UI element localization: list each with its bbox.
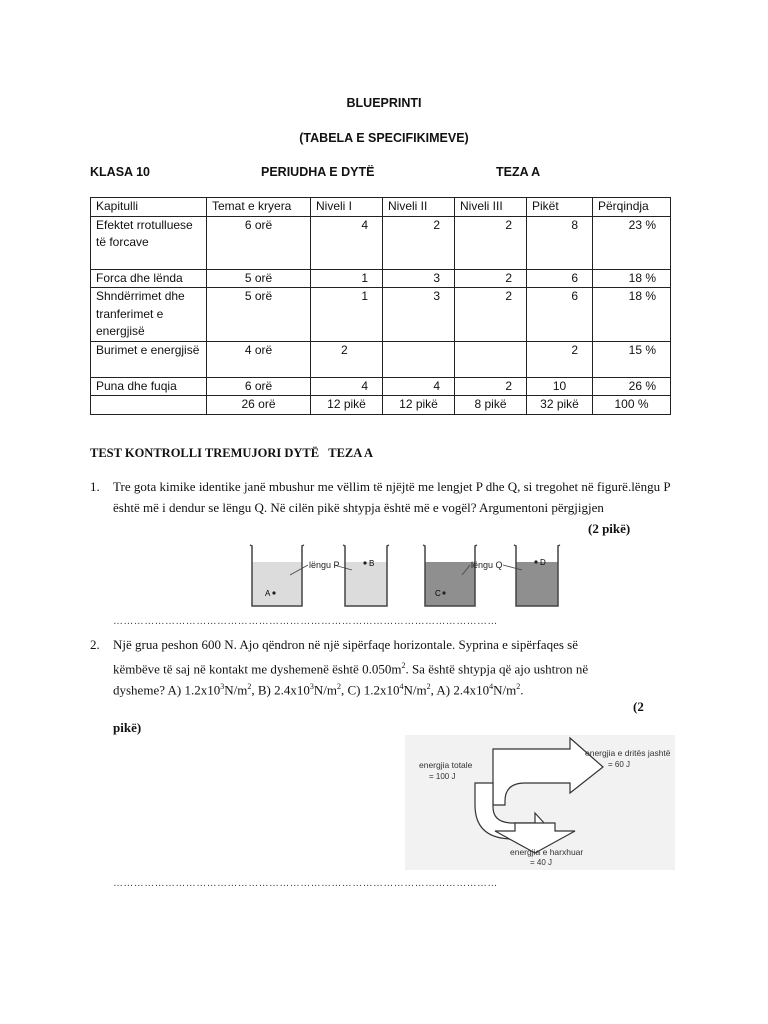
exponent: 3 (220, 682, 225, 691)
options-end: . (520, 682, 524, 698)
class-label: KLASA 10 (90, 165, 150, 179)
level3-cell: 2 (455, 288, 527, 342)
level3-cell: 2 (455, 216, 527, 269)
level3-cell: 2 (455, 269, 527, 288)
light-energy-value: = 60 J (608, 760, 631, 769)
points-total-cell: 32 pikë (527, 396, 593, 415)
energy-flow-diagram (405, 735, 675, 870)
level2-cell: 2 (383, 216, 455, 269)
question-2-options (113, 676, 673, 700)
total-energy-label: energjia totale (419, 760, 473, 770)
blueprint-table (90, 197, 671, 415)
question-2-area-text: këmbëve të saj në kontakt me dyshemenë është 0.050m (113, 661, 402, 677)
beaker-p-small (343, 545, 389, 606)
test-section-title: TEST KONTROLLI TREMUJORI DYTË TEZA A (90, 446, 374, 460)
level1-cell: 1 (311, 288, 383, 342)
beakers-figure (240, 540, 570, 610)
point-d-label: D (540, 558, 546, 567)
question-1-points: (2 pikë) (588, 521, 631, 536)
document-subtitle: (TABELA E SPECIFIKIMEVE) (299, 131, 469, 145)
chapter-cell: Efektet rrotulluese të forcave (91, 216, 207, 269)
table-totals-row (91, 396, 671, 415)
chapter-cell: Puna dhe fuqia (91, 377, 207, 396)
question-1-answer-line: ………………………………………………………………………………………………… (113, 616, 498, 627)
light-energy-label: energjia e dritës jashtë (585, 748, 671, 758)
options-prefix: dysheme? A) 1.2x10 (113, 682, 221, 698)
question-2-question-text: . Sa është shtypja që ajo ushtron në (405, 661, 589, 677)
column-header: Pikët (527, 198, 593, 217)
option-d-unit: N/m (493, 682, 517, 698)
level3-cell (455, 341, 527, 377)
level1-cell: 1 (311, 269, 383, 288)
point-c-label: C (435, 589, 441, 598)
label-liquid-p: lëngu P (309, 560, 340, 570)
exponent: 2 (401, 661, 406, 670)
hours-cell: 5 orë (207, 288, 311, 342)
table-row (91, 341, 671, 377)
variant-label: TEZA A (496, 165, 541, 179)
total-energy-value: = 100 J (429, 772, 456, 781)
hours-total-cell: 26 orë (207, 396, 311, 415)
level3-total-cell: 8 pikë (455, 396, 527, 415)
exponent: 2 (426, 682, 431, 691)
points-cell: 6 (527, 288, 593, 342)
column-header: Përqindja (593, 198, 671, 217)
question-2-number: 2. (90, 637, 100, 652)
percent-cell: 23 % (593, 216, 671, 269)
wasted-energy-label: energjia e harxhuar (510, 847, 584, 857)
percent-cell: 18 % (593, 269, 671, 288)
exponent: 2 (516, 682, 521, 691)
percent-cell: 18 % (593, 288, 671, 342)
exponent: 4 (489, 682, 494, 691)
period-label: PERIUDHA E DYTË (261, 165, 375, 179)
hours-cell: 6 orë (207, 377, 311, 396)
question-2-answer-line: ………………………………………………………………………………………………… (113, 878, 498, 889)
table-header-row (91, 198, 671, 217)
point-c-dot (442, 591, 445, 594)
level2-cell: 4 (383, 377, 455, 396)
exponent: 4 (399, 682, 404, 691)
option-c-unit: N/m (403, 682, 427, 698)
level3-cell: 2 (455, 377, 527, 396)
table-row (91, 288, 671, 342)
question-1-number: 1. (90, 479, 100, 494)
option-d-head: , A) 2.4x10 (430, 682, 490, 698)
option-b-head: , B) 2.4x10 (251, 682, 310, 698)
level1-cell: 2 (311, 341, 383, 377)
level1-cell: 4 (311, 216, 383, 269)
level2-total-cell: 12 pikë (383, 396, 455, 415)
column-header: Temat e kryera (207, 198, 311, 217)
point-a-label: A (265, 589, 271, 598)
option-b-unit: N/m (313, 682, 337, 698)
point-d-dot (534, 560, 537, 563)
level1-total-cell: 12 pikë (311, 396, 383, 415)
points-cell: 2 (527, 341, 593, 377)
chapter-cell: Forca dhe lënda (91, 269, 207, 288)
exponent: 2 (247, 682, 252, 691)
beaker-q-large (423, 545, 477, 606)
label-liquid-q: lëngu Q (471, 560, 503, 570)
exponent: 3 (309, 682, 314, 691)
column-header: Niveli II (383, 198, 455, 217)
beaker-q-small (514, 545, 560, 606)
question-2-line-1: Një grua peshon 600 N. Ajo qëndron në një sipërfaqe horizontale. Syprina e sipërfaqes së (113, 637, 578, 652)
point-b-label: B (369, 559, 375, 568)
column-header: Niveli III (455, 198, 527, 217)
option-c-head: , C) 1.2x10 (340, 682, 400, 698)
chapter-cell: Burimet e energjisë (91, 341, 207, 377)
table-row (91, 216, 671, 269)
table-row (91, 269, 671, 288)
level2-cell (383, 341, 455, 377)
points-cell: 6 (527, 269, 593, 288)
points-cell: 10 (527, 377, 593, 396)
level2-cell: 3 (383, 269, 455, 288)
chapter-cell: Shndërrimet dhe tranferimet e energjisë (91, 288, 207, 342)
hours-cell: 4 orë (207, 341, 311, 377)
document-title: BLUEPRINTI (346, 96, 422, 110)
table-row (91, 377, 671, 396)
wasted-energy-value: = 40 J (530, 858, 553, 867)
column-header: Niveli I (311, 198, 383, 217)
point-b-dot (363, 561, 366, 564)
question-2-points-open: (2 (633, 699, 644, 714)
chapter-cell (91, 396, 207, 415)
column-header: Kapitulli (91, 198, 207, 217)
percent-cell: 26 % (593, 377, 671, 396)
exponent: 2 (336, 682, 341, 691)
points-cell: 8 (527, 216, 593, 269)
point-a-dot (272, 591, 275, 594)
level1-cell: 4 (311, 377, 383, 396)
hours-cell: 6 orë (207, 216, 311, 269)
beaker-p-large (250, 545, 304, 606)
level2-cell: 3 (383, 288, 455, 342)
question-1-text: Tre gota kimike identike janë mbushur me vëllim të njëjtë me lengjet P dhe Q, si tregohet në figurë.lëngu P është më i dendur se lëngu Q. Në cilën pikë shtypja është më e vogël? Argumentoni përgjigjen (113, 479, 671, 515)
question-2-points-close: pikë) (113, 720, 142, 735)
percent-total-cell: 100 % (593, 396, 671, 415)
percent-cell: 15 % (593, 341, 671, 377)
option-a-unit: N/m (224, 682, 248, 698)
hours-cell: 5 orë (207, 269, 311, 288)
